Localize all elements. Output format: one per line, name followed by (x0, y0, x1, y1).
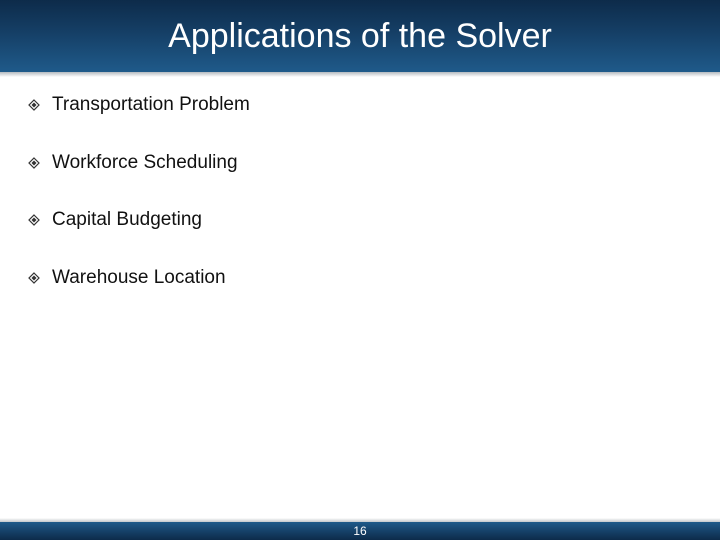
diamond-bullet-icon (26, 212, 42, 228)
bullet-label: Capital Budgeting (52, 209, 202, 230)
slide-footer-bar (0, 522, 720, 540)
slide-header-bar (0, 0, 720, 72)
bullet-label: Warehouse Location (52, 266, 226, 288)
bullet-item-capital-budgeting (22, 203, 250, 237)
bullet-list (22, 88, 250, 318)
diamond-bullet-icon (26, 97, 42, 113)
diamond-bullet-icon (26, 270, 42, 286)
bullet-item-transportation-problem (22, 88, 250, 122)
diamond-bullet-icon (26, 155, 42, 171)
slide-title: Applications of the Solver (168, 17, 552, 55)
bullet-label: Workforce Scheduling (52, 151, 238, 173)
page-number: 16 (353, 524, 367, 538)
bullet-label: Transportation Problem (52, 94, 250, 115)
bullet-item-warehouse-location (22, 261, 250, 295)
bullet-item-workforce-scheduling (22, 146, 250, 180)
